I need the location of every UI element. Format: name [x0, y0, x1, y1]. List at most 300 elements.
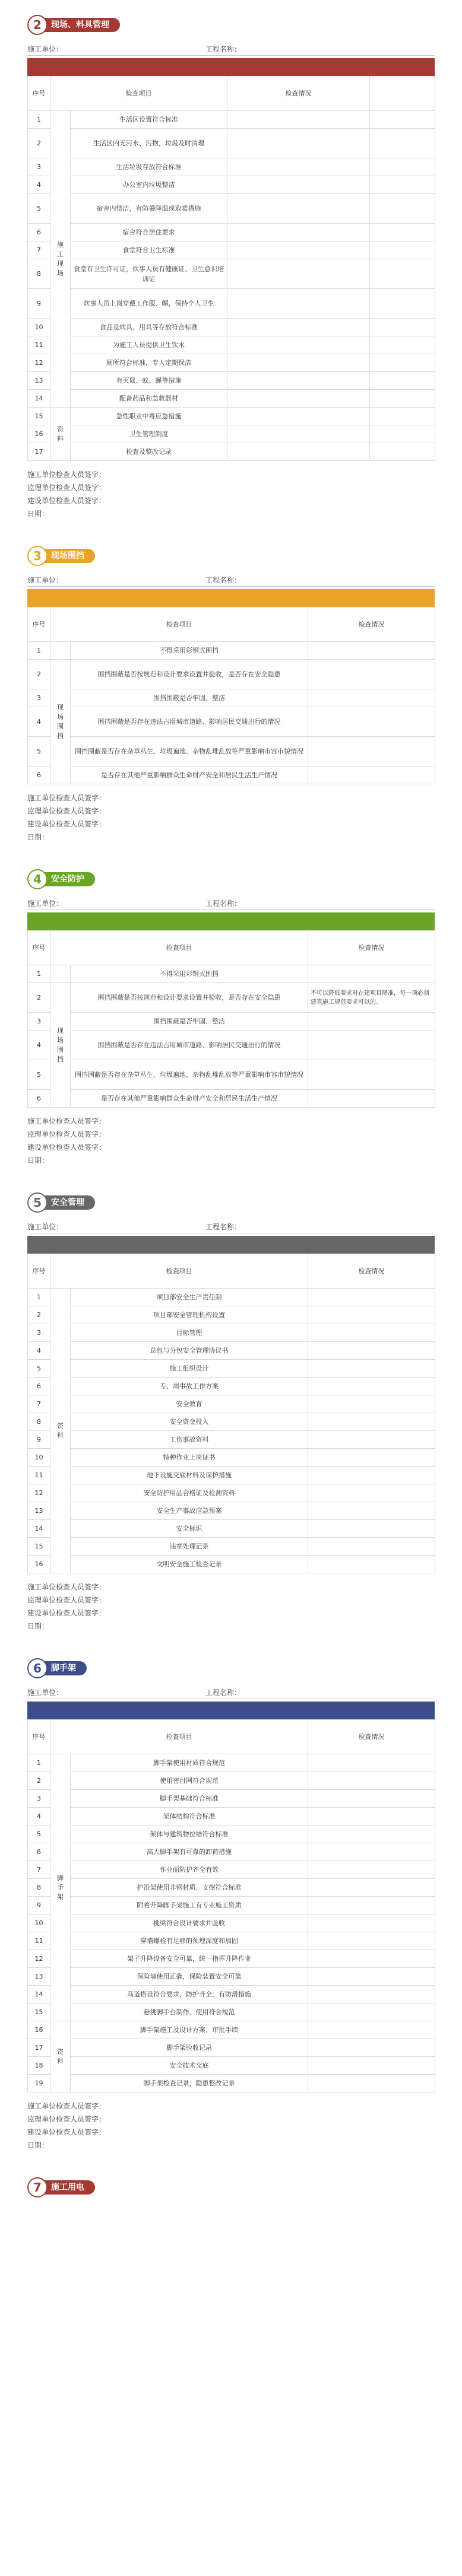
- inspection-item: 急性职业中毒应急措施: [71, 408, 227, 425]
- sign-supervisor: 监理单位检查人员签字：: [27, 1596, 106, 1604]
- section-2: [27, 14, 435, 520]
- extra-cell[interactable]: [370, 425, 435, 443]
- section-title: 安全管理: [38, 1195, 95, 1210]
- inspection-item: 食堂符合卫生标准: [71, 241, 227, 259]
- col-no-header: 序号: [28, 77, 50, 111]
- row-number: 14: [28, 1986, 50, 2003]
- table-row: [28, 319, 435, 336]
- table-row: [28, 1520, 435, 1538]
- row-number: 19: [28, 2075, 50, 2092]
- inspection-item: 炊事人员上岗穿戴工作服、帽，保持个人卫生: [71, 289, 227, 319]
- row-number: 2: [28, 129, 50, 158]
- row-number: 14: [28, 1520, 50, 1538]
- category-cell: [50, 111, 71, 408]
- inspection-result[interactable]: [308, 1031, 435, 1060]
- builder-label: 施工单位：: [27, 1686, 205, 1699]
- inspection-item: 脚手架检查记录，隐患整改记录: [71, 2075, 308, 2092]
- row-number: 12: [28, 354, 50, 372]
- sign-builder: 施工单位检查人员签字：: [27, 1583, 106, 1591]
- extra-cell[interactable]: [370, 241, 435, 259]
- table-row: [28, 1843, 435, 1861]
- inspection-result[interactable]: [308, 1306, 435, 1324]
- row-number: 3: [28, 158, 50, 176]
- project-label: 工程名称：: [205, 1220, 435, 1233]
- sign-owner: 建设单位检查人员签字：: [27, 497, 106, 505]
- category-label: 资料: [57, 425, 64, 443]
- row-number: 11: [28, 1932, 50, 1950]
- inspection-item: 生活区设置符合标准: [71, 111, 227, 129]
- builder-label: 施工单位：: [27, 574, 205, 587]
- row-number: 15: [28, 408, 50, 425]
- table-row: [28, 176, 435, 194]
- builder-label: 施工单位：: [27, 43, 205, 56]
- inspection-result[interactable]: [308, 2039, 435, 2057]
- inspection-result[interactable]: [308, 1060, 435, 1090]
- table-row: [28, 194, 435, 224]
- table-color-bar: [27, 1236, 435, 1254]
- table-row: [28, 1932, 435, 1950]
- inspection-item: 围挡围蔽是否按规范和设计要求设置并验收，是否存在安全隐患: [71, 660, 308, 689]
- row-number: 8: [28, 259, 50, 289]
- table-row: [28, 1808, 435, 1826]
- col-item-header: 检查项目: [50, 1720, 308, 1754]
- inspection-result[interactable]: [227, 354, 370, 372]
- inspection-result[interactable]: [308, 1502, 435, 1520]
- inspection-result[interactable]: [308, 1360, 435, 1378]
- table-row: [28, 2021, 435, 2039]
- table-row: [28, 737, 435, 767]
- col-result-header: 检查情况: [308, 608, 435, 642]
- inspection-result[interactable]: 不可以降低要求对在建项目降准，每一项必须建筑施工规范要求可以的。: [308, 983, 435, 1013]
- table-row: [28, 1378, 435, 1395]
- inspection-result[interactable]: [308, 2057, 435, 2075]
- inspection-result[interactable]: [308, 1950, 435, 1968]
- sign-date: 日期：: [27, 510, 49, 518]
- extra-cell[interactable]: [370, 176, 435, 194]
- inspection-item: 使用密目网符合规范: [71, 1772, 308, 1790]
- table-row: [28, 1467, 435, 1484]
- table-header-row: [28, 608, 435, 642]
- inspection-result[interactable]: [308, 1324, 435, 1342]
- extra-cell[interactable]: [370, 224, 435, 241]
- table-header-row: [28, 931, 435, 965]
- sign-builder: 施工单位检查人员签字：: [27, 1117, 106, 1125]
- table-row: [28, 354, 435, 372]
- inspection-result[interactable]: [308, 1090, 435, 1108]
- extra-cell[interactable]: [370, 319, 435, 336]
- row-number: 4: [28, 1808, 50, 1826]
- row-number: 18: [28, 2057, 50, 2075]
- extra-cell[interactable]: [370, 158, 435, 176]
- inspection-result[interactable]: [227, 129, 370, 158]
- row-number: 10: [28, 1449, 50, 1467]
- row-number: 1: [28, 965, 50, 983]
- table-header-row: [28, 1720, 435, 1754]
- inspection-result[interactable]: [308, 1826, 435, 1843]
- col-no-header: 序号: [28, 931, 50, 965]
- inspection-result[interactable]: [227, 336, 370, 354]
- section-number: 3: [27, 546, 48, 566]
- inspection-item: 为施工人员提供卫生饮水: [71, 336, 227, 354]
- extra-cell[interactable]: [370, 408, 435, 425]
- row-number: 9: [28, 289, 50, 319]
- project-label: 工程名称：: [205, 897, 435, 910]
- sign-supervisor: 监理单位检查人员签字：: [27, 807, 106, 815]
- row-number: 12: [28, 1484, 50, 1502]
- col-no-header: 序号: [28, 1720, 50, 1754]
- table-row: [28, 289, 435, 319]
- col-item-header: 检查项目: [50, 77, 227, 111]
- col-extra-header: [370, 77, 435, 111]
- table-color-bar: [27, 912, 435, 930]
- inspection-result[interactable]: [227, 443, 370, 461]
- row-number: 4: [28, 707, 50, 737]
- section-number: 7: [27, 2177, 48, 2197]
- table-row: [28, 259, 435, 289]
- signature-block: [27, 468, 435, 520]
- table-row: [28, 1090, 435, 1108]
- info-row: [27, 43, 435, 56]
- inspection-result[interactable]: [308, 1520, 435, 1538]
- inspection-result[interactable]: [308, 1861, 435, 1879]
- table-row: [28, 2003, 435, 2021]
- section-header: [27, 545, 435, 567]
- extra-cell[interactable]: [370, 390, 435, 408]
- row-number: 17: [28, 443, 50, 461]
- row-number: 8: [28, 1879, 50, 1897]
- table-color-bar: [27, 58, 435, 76]
- project-label: 工程名称：: [205, 1686, 435, 1699]
- inspection-result[interactable]: [308, 2003, 435, 2021]
- section-number: 6: [27, 1658, 48, 1678]
- inspection-item: 是否存在其他严重影响群众生命财产安全和居民生活生产情况: [71, 1090, 308, 1108]
- inspection-item: 专、周事故工作方案: [71, 1378, 308, 1395]
- extra-cell[interactable]: [370, 111, 435, 129]
- inspection-result[interactable]: [308, 2075, 435, 2092]
- inspection-result[interactable]: [308, 965, 435, 983]
- inspection-item: 安全标识: [71, 1520, 308, 1538]
- row-number: 9: [28, 1897, 50, 1914]
- row-number: 3: [28, 1013, 50, 1031]
- inspection-result[interactable]: [308, 1968, 435, 1986]
- col-item-header: 检查项目: [50, 1254, 308, 1289]
- inspection-result[interactable]: [308, 1289, 435, 1306]
- section-title: 现场、料具管理: [38, 18, 120, 32]
- inspection-result[interactable]: [308, 1843, 435, 1861]
- inspection-result[interactable]: [308, 1879, 435, 1897]
- sign-owner: 建设单位检查人员签字：: [27, 1609, 106, 1617]
- inspection-result[interactable]: [308, 1484, 435, 1502]
- col-result-header: 检查情况: [308, 1720, 435, 1754]
- category-cell: [50, 1289, 71, 1573]
- table-row: [28, 642, 435, 660]
- row-number: 6: [28, 1843, 50, 1861]
- table-row: [28, 1031, 435, 1060]
- sign-supervisor: 监理单位检查人员签字：: [27, 2115, 106, 2123]
- category-label: 现场围挡: [57, 703, 64, 740]
- inspection-result[interactable]: [308, 1897, 435, 1914]
- table-color-bar: [27, 589, 435, 607]
- row-number: 7: [28, 1861, 50, 1879]
- sign-builder: 施工单位检查人员签字：: [27, 2102, 106, 2110]
- inspection-result[interactable]: [227, 289, 370, 319]
- inspection-item: 卫生管理制度: [71, 425, 227, 443]
- inspection-item: 围挡围蔽是否牢固、整洁: [71, 689, 308, 707]
- row-number: 4: [28, 1342, 50, 1360]
- inspection-result[interactable]: [308, 737, 435, 767]
- row-number: 13: [28, 1968, 50, 1986]
- row-number: 10: [28, 1914, 50, 1932]
- category-cell: [50, 2021, 71, 2092]
- row-number: 6: [28, 224, 50, 241]
- table-row: [28, 1484, 435, 1502]
- table-row: [28, 1413, 435, 1431]
- inspection-item: 办公室内垃圾整洁: [71, 176, 227, 194]
- table-row: [28, 1449, 435, 1467]
- inspection-result[interactable]: [227, 372, 370, 390]
- info-row: [27, 897, 435, 910]
- inspection-item: 围挡围蔽是否存在杂草丛生、垃圾遍地、杂物乱堆乱放等严重影响市容市貌情况: [71, 737, 308, 767]
- inspection-result[interactable]: [308, 1914, 435, 1932]
- inspection-result[interactable]: [308, 1395, 435, 1413]
- table-row: [28, 1754, 435, 1772]
- section-6: [27, 1658, 435, 2152]
- section-header-next: [27, 2177, 435, 2198]
- col-result-header: 检查情况: [308, 931, 435, 965]
- table-row: [28, 1324, 435, 1342]
- sign-owner: 建设单位检查人员签字：: [27, 1143, 106, 1152]
- inspection-result[interactable]: [308, 1538, 435, 1556]
- extra-cell[interactable]: [370, 336, 435, 354]
- sign-builder: 施工单位检查人员签字：: [27, 794, 106, 802]
- inspection-item: 总包与分包安全管理协议书: [71, 1342, 308, 1360]
- table-row: [28, 425, 435, 443]
- table-header-row: [28, 1254, 435, 1289]
- row-number: 3: [28, 1324, 50, 1342]
- row-number: 6: [28, 1378, 50, 1395]
- inspection-item: 目标管理: [71, 1324, 308, 1342]
- table-row: [28, 1306, 435, 1324]
- inspection-item: 附着升降脚手架施工有专业施工资质: [71, 1897, 308, 1914]
- category-cell: [50, 408, 71, 461]
- inspection-result[interactable]: [227, 111, 370, 129]
- sections-container: [27, 14, 435, 2152]
- col-result-header: 检查情况: [227, 77, 370, 111]
- inspection-result[interactable]: [308, 1413, 435, 1431]
- table-row: [28, 1556, 435, 1573]
- row-number: 16: [28, 1556, 50, 1573]
- inspection-result[interactable]: [308, 1467, 435, 1484]
- section-header: [27, 1192, 435, 1213]
- inspection-result[interactable]: [227, 390, 370, 408]
- inspection-result[interactable]: [308, 1378, 435, 1395]
- category-label: 脚手架: [57, 1874, 64, 1901]
- section-number: 5: [27, 1192, 48, 1213]
- table-row: [28, 707, 435, 737]
- info-row: [27, 1686, 435, 1699]
- inspection-result[interactable]: [308, 767, 435, 784]
- inspection-result[interactable]: [308, 1754, 435, 1772]
- sign-owner: 建设单位检查人员签字：: [27, 2128, 106, 2136]
- inspection-item: 有灭鼠、蚊、蝇等措施: [71, 372, 227, 390]
- inspection-item: 检查及整改记录: [71, 443, 227, 461]
- row-number: 7: [28, 241, 50, 259]
- inspection-result[interactable]: [308, 1013, 435, 1031]
- table-row: [28, 1342, 435, 1360]
- section-title: 施工用电: [38, 2180, 95, 2195]
- row-number: 4: [28, 1031, 50, 1060]
- table-row: [28, 1013, 435, 1031]
- extra-cell[interactable]: [370, 129, 435, 158]
- inspection-result[interactable]: [308, 660, 435, 689]
- inspection-result[interactable]: [227, 408, 370, 425]
- extra-cell[interactable]: [370, 194, 435, 224]
- inspection-item: 食堂有卫生许可证，炊事人员有健康证、卫生意识培训证: [71, 259, 227, 289]
- row-number: 15: [28, 1538, 50, 1556]
- row-number: 5: [28, 1360, 50, 1378]
- row-number: 5: [28, 194, 50, 224]
- sign-supervisor: 监理单位检查人员签字：: [27, 484, 106, 492]
- inspection-result[interactable]: [227, 176, 370, 194]
- row-number: 10: [28, 319, 50, 336]
- row-number: 12: [28, 1950, 50, 1968]
- project-label: 工程名称：: [205, 574, 435, 587]
- inspection-result[interactable]: [308, 1932, 435, 1950]
- inspection-result[interactable]: [308, 1449, 435, 1467]
- inspection-item: 护沿架使用非钢材质，支撑符合标准: [71, 1879, 308, 1897]
- inspection-result[interactable]: [308, 642, 435, 660]
- table-row: [28, 1395, 435, 1413]
- inspection-item: 作业面防护齐全有效: [71, 1861, 308, 1879]
- row-number: 5: [28, 1826, 50, 1843]
- table-row: [28, 1538, 435, 1556]
- row-number: 1: [28, 1754, 50, 1772]
- inspection-item: 保险墙使用正确，保险装置安全可靠: [71, 1968, 308, 1986]
- inspection-result[interactable]: [308, 1772, 435, 1790]
- table-row: [28, 1950, 435, 1968]
- category-cell: [50, 660, 71, 784]
- table-row: [28, 965, 435, 983]
- table-row: [28, 1360, 435, 1378]
- table-row: [28, 1897, 435, 1914]
- inspection-item: 是否存在其他严重影响群众生命财产安全和居民生活生产情况: [71, 767, 308, 784]
- category-label: 资料: [57, 2047, 64, 2065]
- inspection-item: 架子升降设备安全可靠，统一指挥升降作业: [71, 1950, 308, 1968]
- table-row: [28, 1879, 435, 1897]
- inspection-item: 工伤事故资料: [71, 1431, 308, 1449]
- extra-cell[interactable]: [370, 354, 435, 372]
- row-number: 13: [28, 1502, 50, 1520]
- row-number: 2: [28, 660, 50, 689]
- inspection-item: 围挡围蔽是否存在杂草丛生、垃圾遍地、杂物乱堆乱放等严重影响市容市貌情况: [71, 1060, 308, 1090]
- inspection-table: [27, 76, 435, 461]
- section-number: 4: [27, 869, 48, 889]
- table-row: [28, 336, 435, 354]
- table-row: [28, 1790, 435, 1808]
- table-row: [28, 158, 435, 176]
- inspection-result[interactable]: [308, 707, 435, 737]
- inspection-result[interactable]: [308, 1790, 435, 1808]
- inspection-table: [27, 607, 435, 784]
- table-row: [28, 767, 435, 784]
- inspection-result[interactable]: [227, 194, 370, 224]
- inspection-item: 生活区内无污水、污物，垃圾及时清理: [71, 129, 227, 158]
- inspection-item: 违章处理记录: [71, 1538, 308, 1556]
- inspection-item: 项目部安全管理机构设置: [71, 1306, 308, 1324]
- inspection-item: 宿舍符合居住要求: [71, 224, 227, 241]
- inspection-result[interactable]: [227, 259, 370, 289]
- inspection-item: 施工组织设计: [71, 1360, 308, 1378]
- inspection-item: 不得采用彩钢式围挡: [71, 965, 308, 983]
- inspection-item: 安全教育: [71, 1395, 308, 1413]
- table-row: [28, 2039, 435, 2057]
- inspection-result[interactable]: [308, 1431, 435, 1449]
- row-number: 5: [28, 1060, 50, 1090]
- inspection-result[interactable]: [308, 1986, 435, 2003]
- inspection-item: 脚手架验收记录: [71, 2039, 308, 2057]
- inspection-item: 特种作业上岗证书: [71, 1449, 308, 1467]
- inspection-result[interactable]: [227, 224, 370, 241]
- inspection-result[interactable]: [308, 2021, 435, 2039]
- row-number: 17: [28, 2039, 50, 2057]
- table-row: [28, 1986, 435, 2003]
- table-row: [28, 1968, 435, 1986]
- table-row: [28, 443, 435, 461]
- sign-owner: 建设单位检查人员签字：: [27, 820, 106, 828]
- sign-date: 日期：: [27, 1156, 49, 1165]
- category-label: 施工现场: [57, 240, 64, 277]
- inspection-result[interactable]: [227, 241, 370, 259]
- section-number: 2: [27, 15, 48, 35]
- table-row: [28, 129, 435, 158]
- inspection-result[interactable]: [227, 158, 370, 176]
- row-number: 15: [28, 2003, 50, 2021]
- table-row: [28, 983, 435, 1013]
- extra-cell[interactable]: [370, 443, 435, 461]
- row-number: 1: [28, 642, 50, 660]
- table-row: [28, 241, 435, 259]
- col-no-header: 序号: [28, 608, 50, 642]
- inspection-result[interactable]: [227, 425, 370, 443]
- inspection-item: 围挡围蔽是否按规范和设计要求设置并验收，是否存在安全隐患: [71, 983, 308, 1013]
- inspection-item: 脚手架使用材质符合规范: [71, 1754, 308, 1772]
- extra-cell[interactable]: [370, 372, 435, 390]
- inspection-result[interactable]: [308, 689, 435, 707]
- col-result-header: 检查情况: [308, 1254, 435, 1289]
- table-row: [28, 1502, 435, 1520]
- row-number: 2: [28, 983, 50, 1013]
- table-row: [28, 372, 435, 390]
- section-header: [27, 14, 435, 36]
- row-number: 2: [28, 1306, 50, 1324]
- inspection-result[interactable]: [308, 1342, 435, 1360]
- extra-cell[interactable]: [370, 259, 435, 289]
- inspection-item: 架体与建筑物拉结符合标准: [71, 1826, 308, 1843]
- section-4: [27, 869, 435, 1167]
- sign-date: 日期：: [27, 1622, 49, 1630]
- inspection-item: 厕所符合标准，专人定期保洁: [71, 354, 227, 372]
- row-number: 1: [28, 111, 50, 129]
- inspection-result[interactable]: [227, 319, 370, 336]
- inspection-result[interactable]: [308, 1556, 435, 1573]
- row-number: 2: [28, 1772, 50, 1790]
- signature-block: [27, 1580, 435, 1633]
- table-row: [28, 1431, 435, 1449]
- extra-cell[interactable]: [370, 289, 435, 319]
- inspection-result[interactable]: [308, 1808, 435, 1826]
- row-number: 5: [28, 737, 50, 767]
- category-cell: [50, 983, 71, 1108]
